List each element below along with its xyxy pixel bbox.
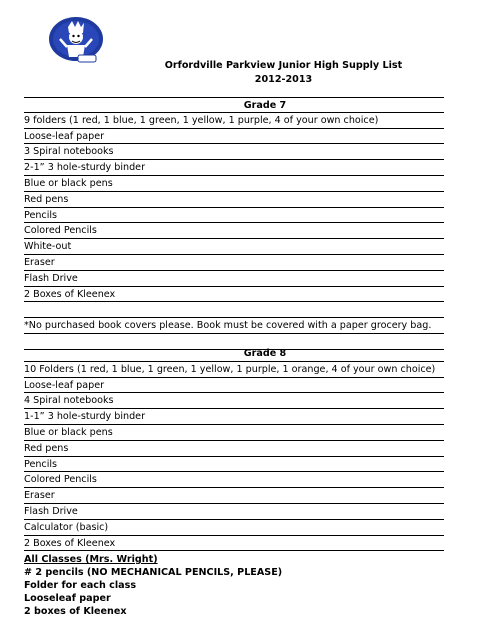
list-item: Loose-leaf paper: [24, 129, 444, 145]
list-item: 4 Spiral notebooks: [24, 393, 444, 409]
school-year: 2012-2013: [254, 74, 313, 85]
list-item: Colored Pencils: [24, 472, 444, 488]
all-classes-heading: All Classes (Mrs. Wright): [24, 554, 158, 565]
list-item: Red pens: [24, 441, 444, 457]
list-item: Flash Drive: [24, 271, 444, 287]
list-item: 9 folders (1 red, 1 blue, 1 green, 1 yellow, 1 purple, 4 of your own choice): [24, 113, 444, 129]
list-item: Loose-leaf paper: [24, 378, 444, 394]
grade8-heading: Grade 8: [24, 346, 444, 362]
list-item: Pencils: [24, 457, 444, 473]
list-item: Colored Pencils: [24, 223, 444, 239]
list-item: 2 Boxes of Kleenex: [24, 536, 444, 552]
page-title: Orfordville Parkview Junior High Supply List: [164, 60, 403, 71]
list-item: 2 boxes of Kleenex: [24, 606, 127, 617]
list-item: Flash Drive: [24, 504, 444, 520]
list-item: Blue or black pens: [24, 425, 444, 441]
blank-row: [24, 302, 444, 318]
list-item: Blue or black pens: [24, 176, 444, 192]
list-item: Eraser: [24, 488, 444, 504]
list-item: Eraser: [24, 255, 444, 271]
list-item: White-out: [24, 239, 444, 255]
list-item: Red pens: [24, 192, 444, 208]
all-classes-section: [24, 553, 464, 618]
list-item: Folder for each class: [24, 580, 137, 591]
grade8-section: [24, 346, 444, 551]
list-item: Pencils: [24, 208, 444, 224]
list-item: 2-1” 3 hole-sturdy binder: [24, 160, 444, 176]
grade7-heading: Grade 7: [24, 97, 444, 113]
grade7-section: [24, 97, 444, 350]
list-item: 10 Folders (1 red, 1 blue, 1 green, 1 yellow, 1 purple, 1 orange, 4 of your own choice): [24, 362, 444, 378]
list-item: 1-1” 3 hole-sturdy binder: [24, 409, 444, 425]
list-item: Calculator (basic): [24, 520, 444, 536]
list-item: # 2 pencils (NO MECHANICAL PENCILS, PLEASE): [24, 567, 283, 578]
list-item: Looseleaf paper: [24, 593, 111, 604]
grade7-note: *No purchased book covers please. Book must be covered with a paper grocery bag.: [24, 318, 444, 334]
list-item: 2 Boxes of Kleenex: [24, 287, 444, 303]
list-item: 3 Spiral notebooks: [24, 144, 444, 160]
